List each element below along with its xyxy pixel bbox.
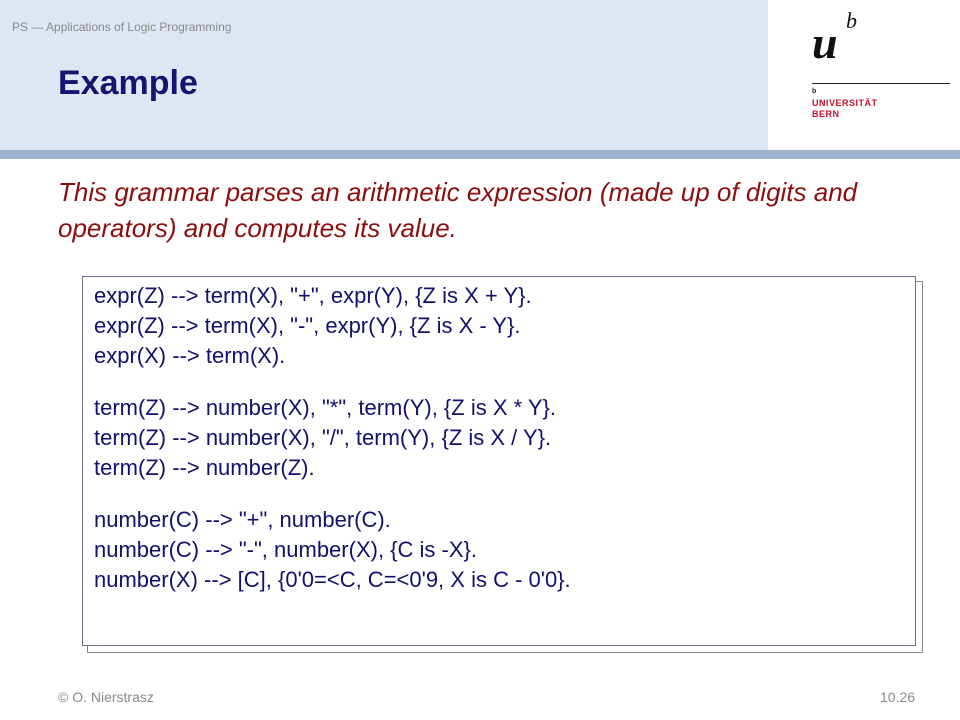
code-line: number(X) --> [C], {0'0=<C, C=<0'9, X is C - 0'0}.	[94, 567, 571, 592]
code-gap	[94, 371, 915, 393]
code-gap	[94, 483, 915, 505]
logo-name	[812, 98, 878, 120]
page-number: 10.26	[880, 689, 916, 705]
logo-letter-b: b	[846, 8, 857, 33]
code-box	[82, 276, 916, 646]
course-title: PS — Applications of Logic Programming	[12, 20, 232, 34]
logo-name-line2: BERN	[812, 109, 840, 119]
slide-title: Example	[58, 64, 198, 102]
code-line: number(C) --> "-", number(X), {C is -X}.	[94, 537, 477, 562]
footer-author: © O. Nierstrasz	[58, 689, 154, 705]
header-rule	[0, 150, 960, 159]
logo-small-b: b	[812, 88, 817, 95]
logo-divider	[812, 83, 950, 84]
code-line: expr(Z) --> term(X), "+", expr(Y), {Z is X + Y}.	[94, 283, 532, 308]
code-line: term(Z) --> number(X), "*", term(Y), {Z is X * Y}.	[94, 395, 557, 420]
code-line: term(Z) --> number(Z).	[94, 455, 315, 480]
code-line: number(C) --> "+", number(C).	[94, 507, 391, 532]
university-logo	[808, 8, 958, 128]
code-line: expr(Z) --> term(X), "-", expr(Y), {Z is X - Y}.	[94, 313, 521, 338]
logo-letter-u: u	[812, 17, 838, 68]
code-line: term(Z) --> number(X), "/", term(Y), {Z is X / Y}.	[94, 425, 552, 450]
intro-text: This grammar parses an arithmetic expression (made up of digits and operators) and computes its value.	[58, 177, 858, 243]
logo-name-line1: UNIVERSITÄT	[812, 98, 878, 108]
code-line: expr(X) --> term(X).	[94, 343, 286, 368]
